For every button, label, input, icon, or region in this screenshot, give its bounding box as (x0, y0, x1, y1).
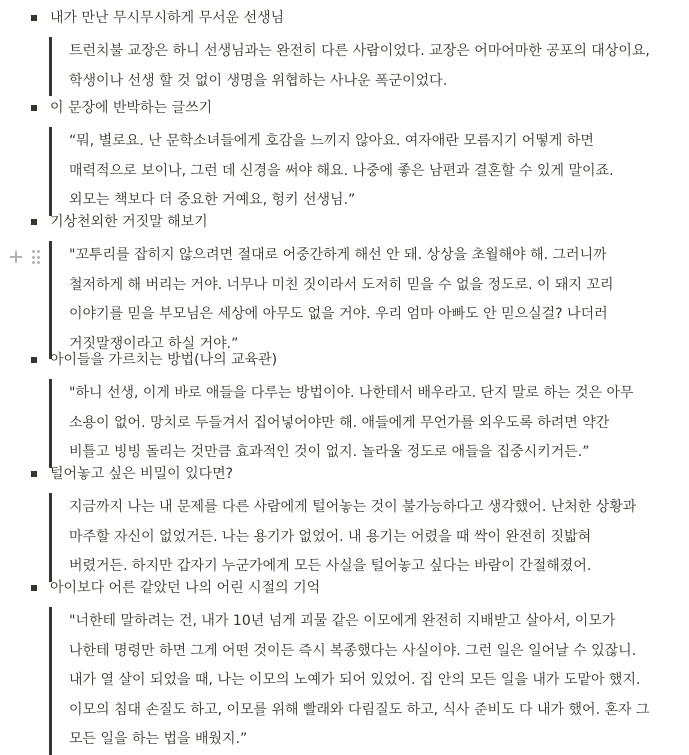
quote-text: 트런치불 교장은 하니 선생님과는 완전히 다른 사람이었다. 교장은 어마어마한 공포의 대상이요, 학생이나 선생 할 것 없이 생명을 위협하는 사나운 폭군이었다. (69, 43, 650, 89)
quote-block[interactable] (49, 379, 653, 468)
bullet-heading[interactable]: 이 문장에 반박하는 글쓰기 (50, 100, 213, 116)
list-item (0, 573, 689, 603)
bullet-heading[interactable]: 아이들을 가르치는 방법(나의 교육관) (50, 352, 278, 368)
plus-icon[interactable] (8, 249, 24, 265)
list-item (0, 345, 689, 375)
list-item (0, 3, 689, 33)
quote-text: "하니 선생, 이게 바로 애들을 다루는 방법이야. 나한테서 배우라고. 단지 말로 하는 것은 아무 소용이 없어. 망치로 두들겨서 집어넣어야만 해. 애들에게 무언가를 외우도록 하려면 약간 비틀고 빙빙 돌리는 것만큼 효과적인 것이 없지. 놀라울 정도로 애들을 집중시키거든.” (69, 385, 634, 460)
bullet-icon (31, 15, 37, 21)
quote-block[interactable] (49, 241, 653, 359)
quote-text: 지금까지 나는 내 문제를 다른 사람에게 털어놓는 것이 불가능하다고 생각했어. 난처한 상황과 마주할 자신이 없었거든. 나는 용기가 없었어. 내 용기는 어렸을 때 싹이 완전히 짓밟혀 버렸거든. 하지만 갑자기 누군가에게 모든 사실을 털어놓고 싶다는 바람이 간절해졌어. (69, 499, 637, 574)
quote-block[interactable] (49, 127, 653, 216)
list-item (0, 459, 689, 489)
bullet-heading[interactable]: 기상천외한 거짓말 해보기 (50, 214, 208, 230)
bullet-icon (31, 105, 37, 111)
quote-block[interactable] (49, 607, 653, 755)
bullet-icon (31, 471, 37, 477)
bullet-heading[interactable]: 내가 만난 무시무시하게 무서운 선생님 (50, 10, 285, 26)
quote-block[interactable] (49, 493, 653, 582)
bullet-heading[interactable]: 아이보다 어른 같았던 나의 어린 시절의 기억 (50, 580, 321, 596)
list-item (0, 207, 689, 237)
bullet-heading[interactable]: 털어놓고 싶은 비밀이 있다면? (50, 466, 234, 482)
list-item (0, 93, 689, 123)
quote-text: "너한테 말하려는 건, 내가 10년 넘게 괴물 같은 이모에게 완전히 지배받고 살아서, 이모가 나한테 명령만 하면 그게 어떤 것이든 즉시 복종했다는 사실이야. 그런 일은 일어날 수 있잖니. 내가 열 살이 되었을 때, 나는 이모의 노예가 되어 있었어. 집 안의 모든 일을 내가 도맡아 했지. 이모의 침대 손질도 하고, 이모를 위해 빨래와 다림질도 하고, 식사 준비도 다 내가 했어. 혼자 그 모든 일을 하는 법을 배웠지.” (69, 613, 650, 747)
drag-handle-icon[interactable] (32, 249, 42, 265)
bullet-icon (31, 585, 37, 591)
block-handle[interactable] (8, 248, 48, 266)
bullet-icon (31, 357, 37, 363)
bullet-icon (31, 219, 37, 225)
quote-text: “뭐, 별로요. 난 문학소녀들에게 호감을 느끼지 않아요. 여자애란 모름지기 어떻게 하면 매력적으로 보이나, 그런 데 신경을 써야 해요. 나중에 좋은 남편과 결혼할 수 있게 말이죠. 외모는 책보다 더 중요한 거예요, 헝키 선생님.” (69, 133, 614, 208)
quote-block[interactable] (49, 37, 653, 96)
quote-text: "꼬투리를 잡히지 않으려면 절대로 어중간하게 해선 안 돼. 상상을 초월해야 해. 그러니까 철저하게 해 버리는 거야. 너무나 미친 짓이라서 도저히 믿을 수 없을 정도로. 이 돼지 꼬리 이야기를 믿을 부모님은 세상에 아무도 없을 거야. 우리 엄마 아빠도 안 믿으실걸? 나더러 거짓말쟁이라고 하실 거야.” (69, 247, 614, 352)
